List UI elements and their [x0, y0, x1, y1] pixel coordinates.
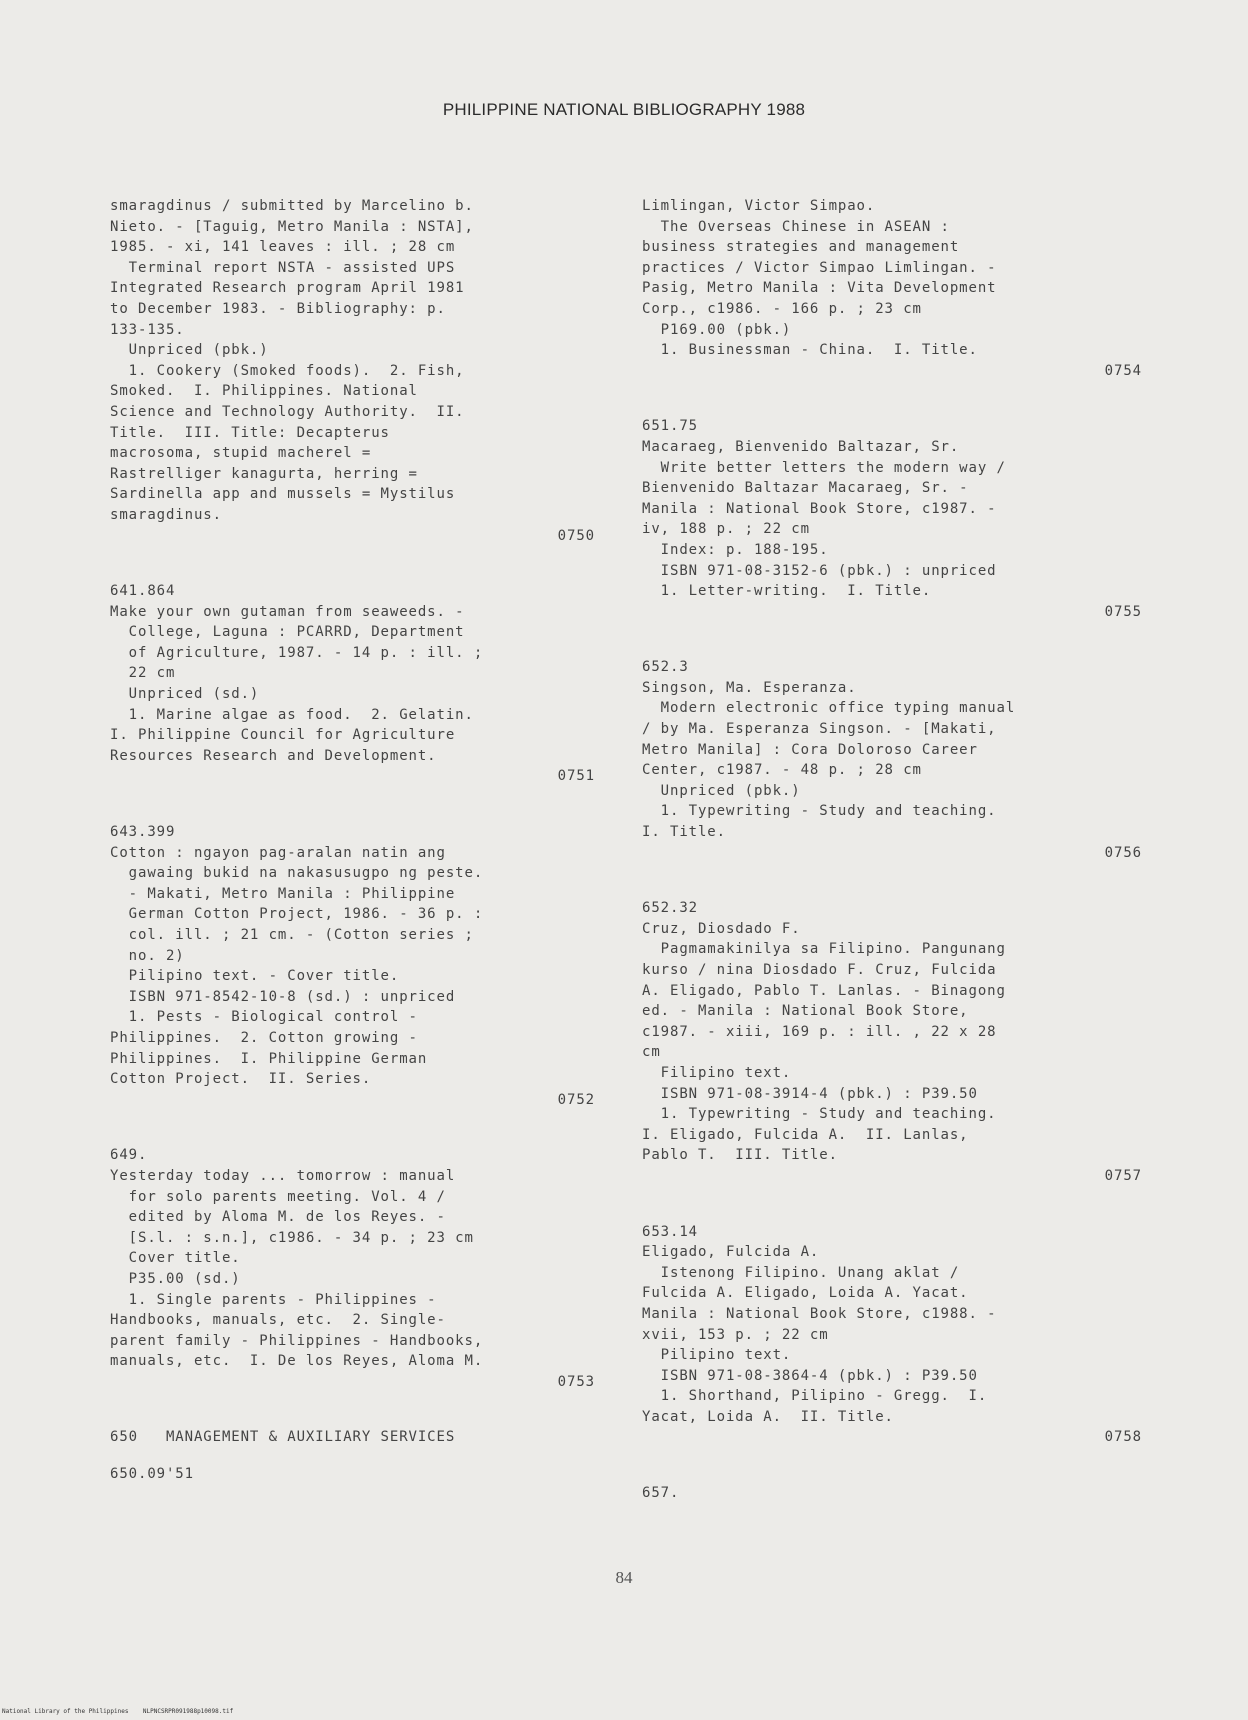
entry-line: 133-135. — [110, 321, 185, 338]
entry-spacer — [110, 546, 595, 581]
entry-line: 652.3 — [642, 659, 689, 676]
entry-line: 1985. - xi, 141 leaves : ill. ; 28 cm — [110, 239, 456, 256]
entry-line: Cotton Project. II. Series. — [110, 1071, 372, 1088]
entry-line: Singson, Ma. Esperanza. — [642, 679, 857, 696]
entry-line: ed. - Manila : National Book Store, — [642, 1003, 969, 1020]
bibliography-entry — [642, 416, 1142, 622]
entry-line: Corp., c1986. - 166 p. ; 23 cm — [642, 300, 922, 317]
entry-line: 1. Businessman - China. I. Title. — [642, 342, 978, 359]
entry-line: 1. Pests - Biological control - — [110, 1009, 418, 1026]
entry-number: 0756 — [1104, 844, 1142, 861]
entry-line: edited by Aloma M. de los Reyes. - — [110, 1209, 446, 1226]
entry-spacer — [110, 1448, 595, 1464]
entry-line: A. Eligado, Pablo T. Lanlas. - Binagong — [642, 982, 1006, 999]
entry-line: Cover title. — [110, 1250, 241, 1267]
entry-line: Yacat, Loida A. II. Title. — [642, 1408, 894, 1425]
entry-line: Philippines. 2. Cotton growing - — [110, 1029, 418, 1046]
entry-line: Metro Manila] : Cora Doloroso Career — [642, 741, 978, 758]
entry-line: parent family - Philippines - Handbooks, — [110, 1332, 484, 1349]
entry-line: 1. Shorthand, Pilipino - Gregg. I. — [642, 1388, 988, 1405]
entry-spacer — [642, 863, 1142, 898]
entry-line: xvii, 153 p. ; 22 cm — [642, 1326, 829, 1343]
entry-line: 643.399 — [110, 824, 176, 841]
entry-line: Handbooks, manuals, etc. 2. Single- — [110, 1312, 446, 1329]
entry-number: 0757 — [1104, 1167, 1142, 1184]
entry-line: Yesterday today ... tomorrow : manual — [110, 1167, 456, 1184]
entry-line: Rastrelliger kanagurta, herring = — [110, 465, 418, 482]
entry-line: 657. — [642, 1485, 680, 1502]
entry-line: Pasig, Metro Manila : Vita Development — [642, 280, 997, 297]
entry-line: Cotton : ngayon pag-aralan natin ang — [110, 844, 446, 861]
entry-line: Manila : National Book Store, c1987. - — [642, 500, 997, 517]
entry-line: Istenong Filipino. Unang aklat / — [642, 1264, 960, 1281]
entry-number: 0750 — [557, 527, 595, 544]
entry-line: cm — [642, 1044, 661, 1061]
entry-line: ISBN 971-08-3914-4 (pbk.) : P39.50 — [642, 1085, 978, 1102]
entry-line: Unpriced (pbk.) — [642, 782, 801, 799]
entry-line: ISBN 971-8542-10-8 (sd.) : unpriced — [110, 988, 456, 1005]
entry-line: Sardinella app and mussels = Mystilus — [110, 486, 456, 503]
entry-line: 652.32 — [642, 900, 698, 917]
entry-line: [S.l. : s.n.], c1986. - 34 p. ; 23 cm — [110, 1229, 474, 1246]
entry-line: no. 2) — [110, 947, 185, 964]
entry-line: Smoked. I. Philippines. National — [110, 383, 418, 400]
entry-line: Nieto. - [Taguig, Metro Manila : NSTA], — [110, 218, 474, 235]
entry-line: I. Philippine Council for Agriculture — [110, 727, 456, 744]
page-title: PHILIPPINE NATIONAL BIBLIOGRAPHY 1988 — [442, 100, 806, 119]
entry-line: / by Ma. Esperanza Singson. - [Makati, — [642, 721, 997, 738]
entry-line: ISBN 971-08-3864-4 (pbk.) : P39.50 — [642, 1367, 978, 1384]
entry-line: Write better letters the modern way / — [642, 459, 1006, 476]
entry-line: 653.14 — [642, 1223, 698, 1240]
bibliography-entry — [110, 1427, 595, 1448]
entry-line: 1. Cookery (Smoked foods). 2. Fish, — [110, 362, 465, 379]
entry-line: Pilipino text. - Cover title. — [110, 968, 400, 985]
entry-line: Limlingan, Victor Simpao. — [642, 198, 876, 214]
entry-line: kurso / nina Diosdado F. Cruz, Fulcida — [642, 962, 997, 978]
entry-line: of Agriculture, 1987. - 14 p. : ill. ; — [110, 644, 484, 661]
entry-number: 0754 — [1104, 362, 1142, 379]
entry-line: col. ill. ; 21 cm. - (Cotton series ; — [110, 927, 474, 943]
entry-line: 1. Marine algae as food. 2. Gelatin. — [110, 706, 474, 723]
entry-line: I. Eligado, Fulcida A. II. Lanlas, — [642, 1126, 969, 1143]
entry-line: Cruz, Diosdado F. — [642, 920, 801, 937]
entry-line: 22 cm — [110, 665, 176, 682]
entry-line: Terminal report NSTA - assisted UPS — [110, 259, 456, 276]
entry-line: Filipino text. — [642, 1064, 792, 1081]
entry-line: Science and Technology Authority. II. — [110, 403, 465, 420]
bibliography-entry — [642, 196, 1142, 381]
page-number: 84 — [615, 1568, 633, 1587]
scan-footer: National Library of the Philippines NLPNCSRPR091988p10098.tif — [2, 1708, 234, 1715]
entry-line: Modern electronic office typing manual — [642, 700, 1016, 717]
entry-line: Macaraeg, Bienvenido Baltazar, Sr. — [642, 438, 960, 455]
left-column — [110, 196, 595, 1485]
entry-number: 0755 — [1104, 603, 1142, 620]
entry-number: 0752 — [557, 1091, 595, 1108]
entry-line: German Cotton Project, 1986. - 36 p. : — [110, 906, 484, 923]
entry-spacer — [110, 1110, 595, 1145]
entry-line: iv, 188 p. ; 22 cm — [642, 521, 810, 538]
entry-line: 1. Typewriting - Study and teaching. — [642, 803, 997, 820]
entry-spacer — [110, 787, 595, 822]
entry-line: manuals, etc. I. De los Reyes, Aloma M. — [110, 1353, 484, 1370]
entry-line: Index: p. 188-195. — [642, 541, 829, 558]
entry-line: Manila : National Book Store, c1988. - — [642, 1305, 997, 1322]
entry-line: 651.75 — [642, 418, 698, 435]
entry-line: 1. Single parents - Philippines - — [110, 1291, 437, 1308]
bibliography-entry — [110, 822, 595, 1110]
entry-line: Eligado, Fulcida A. — [642, 1244, 820, 1261]
entry-line: smaragdinus. — [110, 506, 222, 523]
entry-line: 650.09'51 — [110, 1466, 194, 1483]
entry-line: Center, c1987. - 48 p. ; 28 cm — [642, 762, 922, 779]
bibliography-entry — [642, 1222, 1142, 1449]
bibliography-entry — [110, 1464, 595, 1485]
entry-line: Integrated Research program April 1981 — [110, 280, 465, 297]
bibliography-entry — [642, 657, 1142, 863]
entry-line: c1987. - xiii, 169 p. : ill. , 22 x 28 — [642, 1023, 997, 1040]
entry-spacer — [642, 1187, 1142, 1222]
entry-line: gawaing bukid na nakasusugpo ng peste. — [110, 865, 484, 882]
bibliography-entry — [642, 898, 1142, 1186]
entry-line: P35.00 (sd.) — [110, 1270, 241, 1287]
entry-line: 1. Letter-writing. I. Title. — [642, 583, 932, 600]
entry-line: - Makati, Metro Manila : Philippine — [110, 885, 456, 902]
entry-line: 1. Typewriting - Study and teaching. — [642, 1106, 997, 1123]
entry-number: 0758 — [1104, 1429, 1142, 1446]
entry-number: 0753 — [557, 1373, 595, 1390]
bibliography-entry — [110, 196, 595, 546]
entry-line: Pagmamakinilya sa Filipino. Pangunang — [642, 941, 1006, 958]
entry-line: for solo parents meeting. Vol. 4 / — [110, 1188, 446, 1205]
entry-line: practices / Victor Simpao Limlingan. - — [642, 259, 997, 276]
entry-line: College, Laguna : PCARRD, Department — [110, 624, 465, 641]
entry-line: 650 MANAGEMENT & AUXILIARY SERVICES — [110, 1429, 456, 1446]
right-column — [642, 196, 1142, 1504]
entry-line: macrosoma, stupid macherel = — [110, 445, 372, 462]
entry-line: P169.00 (pbk.) — [642, 321, 792, 338]
entry-line: business strategies and management — [642, 239, 960, 256]
entry-line: I. Title. — [642, 824, 726, 841]
entry-spacer — [642, 381, 1142, 416]
entry-line: The Overseas Chinese in ASEAN : — [642, 218, 950, 235]
entry-line: Fulcida A. Eligado, Loida A. Yacat. — [642, 1285, 969, 1302]
entry-line: to December 1983. - Bibliography: p. — [110, 300, 446, 317]
entry-spacer — [642, 622, 1142, 657]
entry-number: 0751 — [557, 768, 595, 785]
entry-spacer — [110, 1392, 595, 1427]
entry-line: Unpriced (pbk.) — [110, 342, 269, 359]
entry-line: Pablo T. III. Title. — [642, 1147, 838, 1164]
entry-line: Title. III. Title: Decapterus — [110, 424, 390, 441]
entry-line: Resources Research and Development. — [110, 747, 437, 764]
entry-spacer — [642, 1448, 1142, 1483]
entry-line: 641.864 — [110, 583, 176, 600]
entry-line: Make your own gutaman from seaweeds. - — [110, 603, 465, 620]
entry-line: Philippines. I. Philippine German — [110, 1050, 428, 1067]
bibliography-entry — [642, 1483, 1142, 1504]
bibliography-entry — [110, 581, 595, 787]
entry-line: Bienvenido Baltazar Macaraeg, Sr. - — [642, 480, 969, 497]
entry-line: 649. — [110, 1147, 148, 1164]
entry-line: ISBN 971-08-3152-6 (pbk.) : unpriced — [642, 562, 997, 579]
bibliography-entry — [110, 1145, 595, 1392]
entry-line: Pilipino text. — [642, 1347, 792, 1364]
entry-line: Unpriced (sd.) — [110, 686, 260, 703]
entry-line: smaragdinus / submitted by Marcelino b. — [110, 198, 474, 214]
